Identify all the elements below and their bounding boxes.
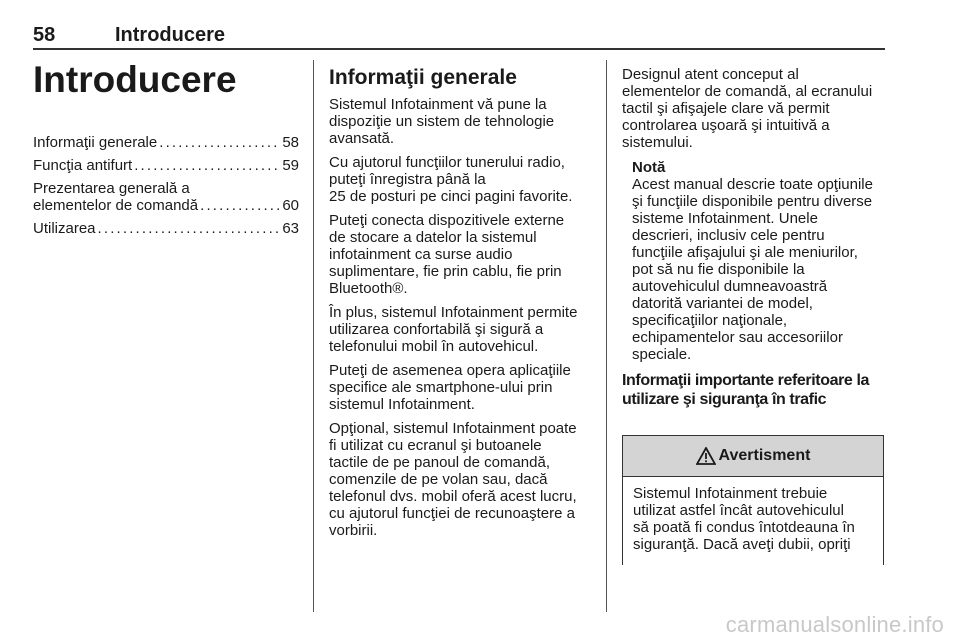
toc-entry[interactable] (33, 157, 299, 174)
toc-entry[interactable] (33, 220, 299, 237)
chapter-title: Introducere (33, 59, 237, 100)
header-title: Introducere (115, 24, 226, 46)
toc-leader-dots (98, 220, 281, 237)
warning-header (623, 436, 883, 477)
warning-text: Sistemul Infotainment trebuie utilizat astfel încât autovehiculul să poată fi condus întotdeauna în siguranţă. Dacă aveţi dubii, opriţi (633, 485, 855, 553)
note-label: Notă (632, 159, 666, 176)
toc-leader-dots (200, 197, 280, 214)
general-info-column (329, 60, 591, 546)
toc-leader-dots (134, 157, 280, 174)
paragraph: Designul atent conceput al elementelor de comandă, al ecranului tactil şi afişajele clare vă permit controlarea uşoară şi intuitivă a sistemului. (622, 66, 873, 151)
paragraph: Opţional, sistemul Infotainment poate fi utilizat cu ecranul şi butoanele tactile de pe panoul de comandă, comenzile de pe volan sau, dacă telefonul dvs. mobil oferă acest lucru, cu ajutorul funcţiei de recunoaştere a vorbirii. (329, 420, 577, 539)
paragraph: În plus, sistemul Infotainment permite utilizarea confortabilă şi sigură a telefonului mobil în autovehicul. (329, 304, 578, 355)
toc-entry-page: 59 (282, 157, 299, 174)
toc-entry-label: Prezentarea generală a elementelor de comandă (33, 180, 199, 214)
watermark: carmanualsonline.info (725, 612, 944, 637)
note-text: Acest manual descrie toate opţiunile şi funcţiile disponibile pentru diverse sisteme Infotainment. Unele descrieri, inclusiv cele pentru funcţiile afişajului şi ale meniurilor, pot să nu fie disponibile la autovehiculul dumneavoastră datorită variantei de model, specificaţiilor naţionale, echipamentelor sau accesoriilor speciale. (632, 176, 873, 363)
column-divider-2 (606, 60, 607, 612)
toc-column (33, 60, 299, 243)
paragraph: Sistemul Infotainment vă pune la dispoziţie un sistem de tehnologie avansată. (329, 96, 555, 147)
note-block (632, 159, 888, 363)
toc-entry-page: 60 (282, 197, 299, 214)
warning-triangle-icon (696, 447, 716, 465)
warning-title: Avertisment (718, 447, 811, 464)
paragraph: Puteţi de asemenea opera aplicaţiile specifice ale smartphone-ului prin sistemul Infotainment. (329, 362, 571, 413)
toc-entry-label: Utilizarea (33, 220, 96, 237)
design-column (622, 60, 888, 612)
column-divider-1 (313, 60, 314, 612)
paragraph: Cu ajutorul funcţiilor tunerului radio, puteţi înregistra până la 25 de posturi pe cinci pagini favorite. (329, 154, 573, 205)
toc-entry-label: Informaţii generale (33, 134, 158, 151)
page-header (33, 22, 885, 50)
page-number: 58 (33, 24, 56, 46)
toc-entry[interactable] (33, 180, 299, 214)
toc-entry-label: Funcţia antifurt (33, 157, 133, 174)
toc-entry-page: 58 (282, 134, 299, 151)
toc-entry-page: 63 (282, 220, 299, 237)
safety-heading: Informaţii importante referitoare la utilizare şi siguranţa în trafic (622, 372, 869, 408)
warning-box (622, 435, 884, 565)
paragraph: Puteţi conecta dispozitivele externe de stocare a datelor la sistemul infotainment ca surse audio suplimentare, fie prin cablu, fie prin Bluetooth®. (329, 212, 565, 297)
toc-leader-dots (159, 134, 280, 151)
toc-entry[interactable] (33, 134, 299, 151)
section-title: Informaţii generale (329, 66, 517, 89)
